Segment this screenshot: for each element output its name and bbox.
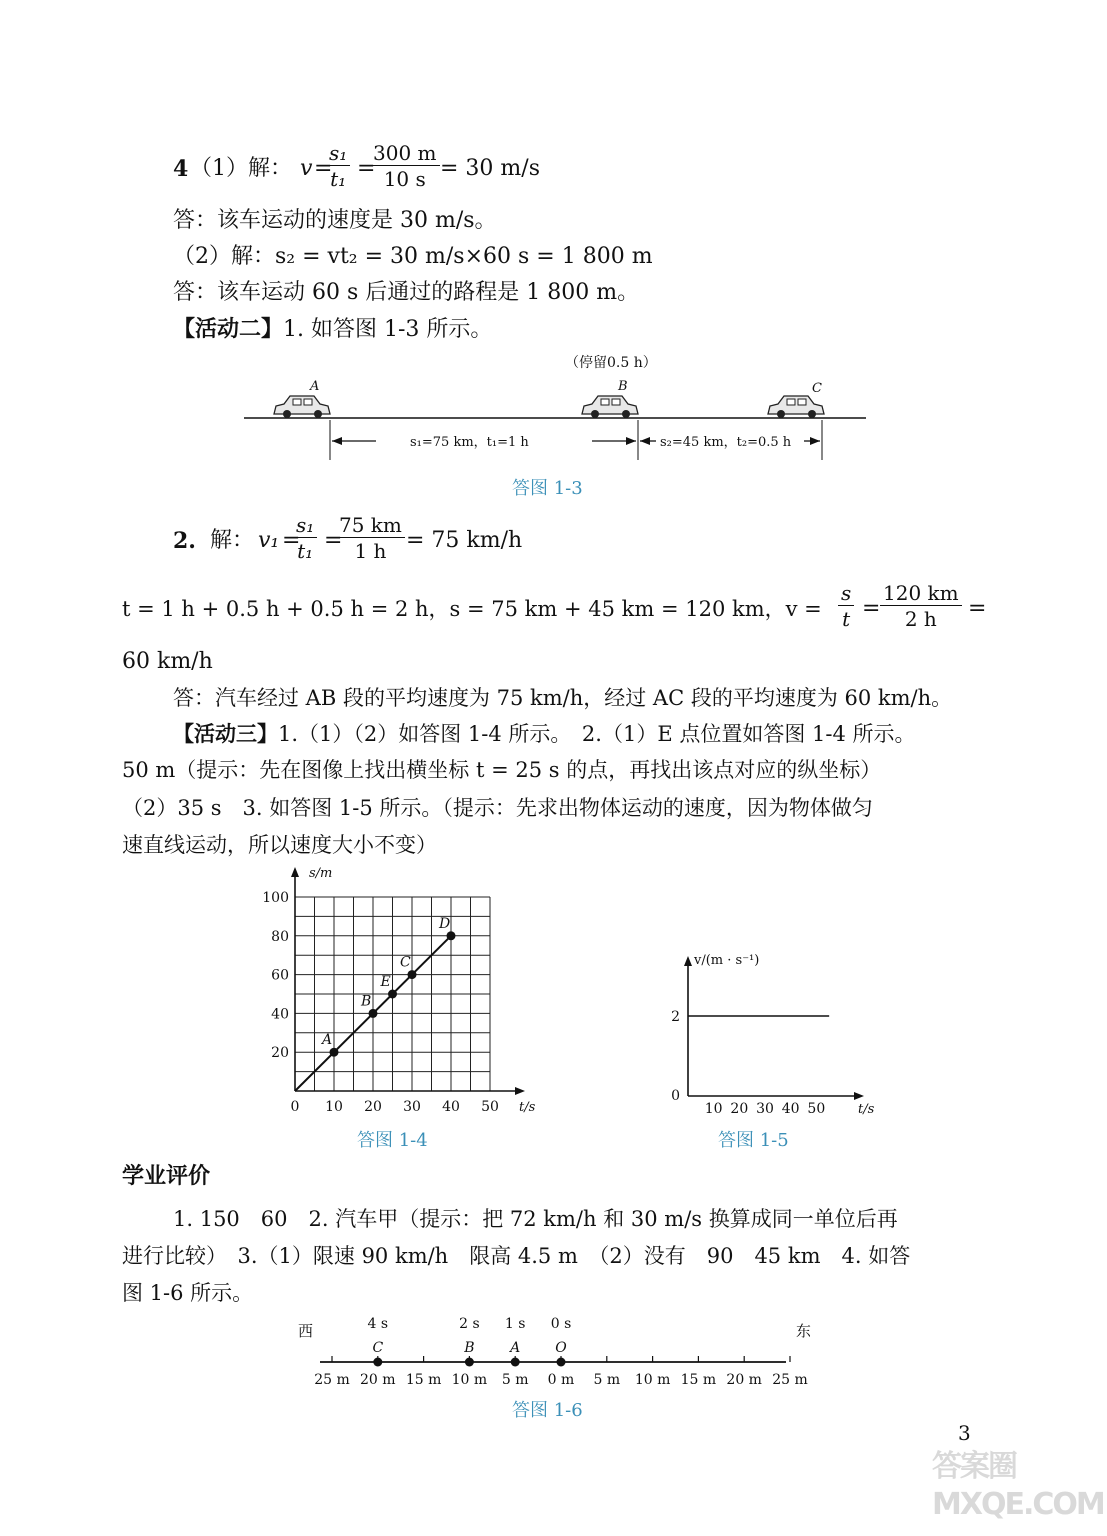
fig14-caption: 答图 1-4 xyxy=(357,1130,428,1151)
act2-f5-num: s xyxy=(838,582,854,606)
tick-label: 5 m xyxy=(501,1372,529,1388)
fig13-label-c: C xyxy=(812,381,822,396)
activity3-line3: （2）35 s 3. 如答图 1-5 所示。（提示：先求出物体运动的速度，因为物体做匀 xyxy=(122,796,873,820)
y-tick-label: 20 xyxy=(271,1045,289,1062)
x-tick-label: 0 xyxy=(671,1088,680,1104)
tick-label: 20 m xyxy=(360,1372,396,1388)
activity3-text1: 1.（1）（2）如答图 1-4 所示。 2.（1）E 点位置如答图 1-4 所示。 xyxy=(278,722,916,746)
activity3-line1 xyxy=(173,721,916,747)
eval-header: 学业评价 xyxy=(122,1164,211,1189)
activity3-line2: 50 m（提示：先在图像上找出横坐标 t = 25 s 的点，再找出该点对应的纵坐标） xyxy=(122,758,882,782)
point-label-b: B xyxy=(361,993,372,1010)
tick-label: 10 m xyxy=(634,1372,671,1388)
position-point-b xyxy=(465,1358,474,1367)
watermark-text: 答案圈 MXQE.COM xyxy=(932,1449,1104,1522)
fig16-diagram xyxy=(290,1310,850,1390)
q4-frac1-num: s₁ xyxy=(326,142,350,166)
eval-line1: 1. 150 60 2. 汽车甲（提示：把 72 km/h 和 30 m/s 换算成同一单位后再 xyxy=(173,1207,898,1231)
fig13-segment2: s₂=45 km，t₂=0.5 h xyxy=(660,435,792,450)
act2-f3-num: s₁ xyxy=(293,514,317,538)
q4-frac1-den: t₁ xyxy=(330,167,347,191)
fig15-caption: 答图 1-5 xyxy=(718,1130,789,1151)
act2-eq1: = xyxy=(282,528,301,553)
eval-line2: 进行比较） 3.（1）限速 90 km/h 限高 4.5 m （2）没有 90 45 km 4. 如答 xyxy=(122,1244,911,1268)
fig15-chart xyxy=(660,946,880,1126)
activity2-header: 【活动二】 xyxy=(173,316,284,342)
act2-eq3: = xyxy=(862,596,881,621)
q4-eq2: = xyxy=(357,156,376,181)
act2-line2: t = 1 h + 0.5 h + 0.5 h = 2 h，s = 75 km + 45 km = 120 km，v = xyxy=(122,597,822,621)
q4-part1-prefix: （1）解： xyxy=(190,156,292,181)
act2-v1-result: = 75 km/h xyxy=(406,528,523,553)
act2-v1-symbol: v₁ xyxy=(258,528,280,553)
act2-f3-den: t₁ xyxy=(297,539,314,563)
x-axis-arrow xyxy=(515,1087,525,1095)
data-point-e xyxy=(388,990,397,999)
q4-v-symbol: v xyxy=(300,156,313,181)
time-label: 4 s xyxy=(367,1316,389,1332)
time-label: 0 s xyxy=(550,1316,572,1332)
fig13-stop-note: （停留0.5 h） xyxy=(565,355,657,371)
tick-label: 15 m xyxy=(680,1372,717,1388)
fig14-chart xyxy=(250,862,550,1132)
act2-item2-label: 2. xyxy=(173,528,196,554)
time-label: 1 s xyxy=(504,1316,526,1332)
q4-label: 4 xyxy=(173,156,189,182)
x-axis-arrow xyxy=(854,1092,864,1100)
fig13-diagram xyxy=(0,370,1107,490)
q4-result: = 30 m/s xyxy=(440,156,540,181)
fig16-caption: 答图 1-6 xyxy=(512,1400,583,1421)
y-tick-label: 2 xyxy=(671,1009,680,1025)
time-label: 2 s xyxy=(459,1316,480,1332)
position-point-c xyxy=(373,1358,382,1367)
q4-frac2-num: 300 m xyxy=(370,142,440,166)
act2-fraction-symbolic xyxy=(293,514,317,562)
x-axis-label: t/s xyxy=(519,1100,536,1115)
tick-label: 15 m xyxy=(405,1372,442,1388)
fig13-caption: 答图 1-3 xyxy=(512,478,583,499)
q4-answer1: 答：该车运动的速度是 30 m/s。 xyxy=(173,208,497,233)
x-tick-label: 0 xyxy=(290,1099,300,1115)
act2-answer: 答：汽车经过 AB 段的平均速度为 75 km/h，经过 AC 段的平均速度为 60 km/h。 xyxy=(173,686,953,710)
fig13-label-a: A xyxy=(310,379,320,394)
tick-label: 10 m xyxy=(451,1372,488,1388)
data-point-d xyxy=(447,931,456,940)
x-tick-label: 20 xyxy=(364,1099,382,1115)
act2-fraction-avg xyxy=(880,582,962,630)
y-tick-label: 40 xyxy=(271,1006,289,1023)
eval-line3: 图 1-6 所示。 xyxy=(122,1281,254,1305)
point-label-d: D xyxy=(439,915,451,932)
x-tick-label: 30 xyxy=(403,1099,421,1115)
point-label-c: C xyxy=(400,954,411,971)
tick-label: 25 m xyxy=(314,1372,350,1388)
act2-item2-prefix: 解： xyxy=(210,528,255,553)
q4-fraction-symbolic xyxy=(326,142,350,190)
x-tick-label: 20 xyxy=(730,1101,749,1117)
watermark-logo xyxy=(932,1448,1102,1524)
act2-f4-den: 1 h xyxy=(354,539,387,563)
act2-fraction-values xyxy=(336,514,405,562)
y-tick-label: 80 xyxy=(271,928,289,945)
activity2-item1: 1. 如答图 1-3 所示。 xyxy=(283,317,493,342)
tick-label: 5 m xyxy=(593,1372,621,1388)
x-tick-label: 40 xyxy=(442,1099,460,1115)
act2-line2-end: = xyxy=(968,596,987,621)
data-point-a xyxy=(330,1048,339,1057)
position-label-a: A xyxy=(510,1340,521,1356)
car-icon-a xyxy=(274,396,330,418)
activity2-line xyxy=(173,316,492,343)
q4-eq1: = xyxy=(314,156,333,181)
position-point-a xyxy=(511,1358,520,1367)
y-axis-arrow xyxy=(291,867,299,877)
q4-frac2-den: 10 s xyxy=(383,167,426,191)
direction-east: 东 xyxy=(796,1322,812,1340)
y-tick-label: 100 xyxy=(262,890,289,906)
fig13-segment1: s₁=75 km，t₁=1 h xyxy=(410,435,529,450)
direction-west: 西 xyxy=(298,1322,314,1340)
x-tick-label: 10 xyxy=(704,1101,723,1117)
data-point-b xyxy=(369,1009,378,1018)
act2-line3: 60 km/h xyxy=(122,649,213,674)
y-axis-arrow xyxy=(684,956,692,966)
q4-answer2: 答：该车运动 60 s 后通过的路程是 1 800 m。 xyxy=(173,280,640,305)
y-axis-label: v/(m · s⁻¹) xyxy=(694,953,760,968)
act2-fraction-st xyxy=(838,582,854,630)
x-tick-label: 50 xyxy=(481,1099,499,1115)
act2-eq2: = xyxy=(324,528,343,553)
act2-f6-num: 120 km xyxy=(880,582,962,606)
x-tick-label: 10 xyxy=(325,1099,343,1115)
act2-f6-den: 2 h xyxy=(904,607,937,631)
y-tick-label: 60 xyxy=(271,967,289,984)
position-label-c: C xyxy=(372,1340,384,1356)
tick-label: 20 m xyxy=(726,1372,762,1388)
point-label-e: E xyxy=(380,974,391,990)
point-label-a: A xyxy=(322,1032,333,1049)
x-tick-label: 30 xyxy=(756,1101,774,1117)
q4-fraction-values xyxy=(370,142,440,190)
fig13-label-b: B xyxy=(618,379,628,394)
activity3-header: 【活动三】 xyxy=(173,721,278,746)
x-tick-label: 50 xyxy=(807,1101,826,1117)
tick-label: 0 m xyxy=(547,1372,575,1388)
y-axis-label: s/m xyxy=(309,866,333,881)
x-tick-label: 40 xyxy=(781,1101,800,1117)
page-number: 3 xyxy=(958,1421,971,1445)
x-axis-label: t/s xyxy=(858,1102,875,1117)
activity3-line4: 速直线运动，所以速度大小不变） xyxy=(122,833,437,857)
position-label-o: O xyxy=(555,1340,567,1356)
tick-label: 25 m xyxy=(772,1372,808,1388)
act2-f4-num: 75 km xyxy=(336,514,405,538)
car-icon-c xyxy=(768,396,824,418)
car-icon-b xyxy=(582,396,638,418)
position-label-b: B xyxy=(464,1340,475,1356)
position-point-o xyxy=(557,1358,566,1367)
q4-part2: （2）解：s₂ = vt₂ = 30 m/s×60 s = 1 800 m xyxy=(173,244,653,269)
act2-f5-den: t xyxy=(842,607,851,631)
data-point-c xyxy=(408,970,417,979)
